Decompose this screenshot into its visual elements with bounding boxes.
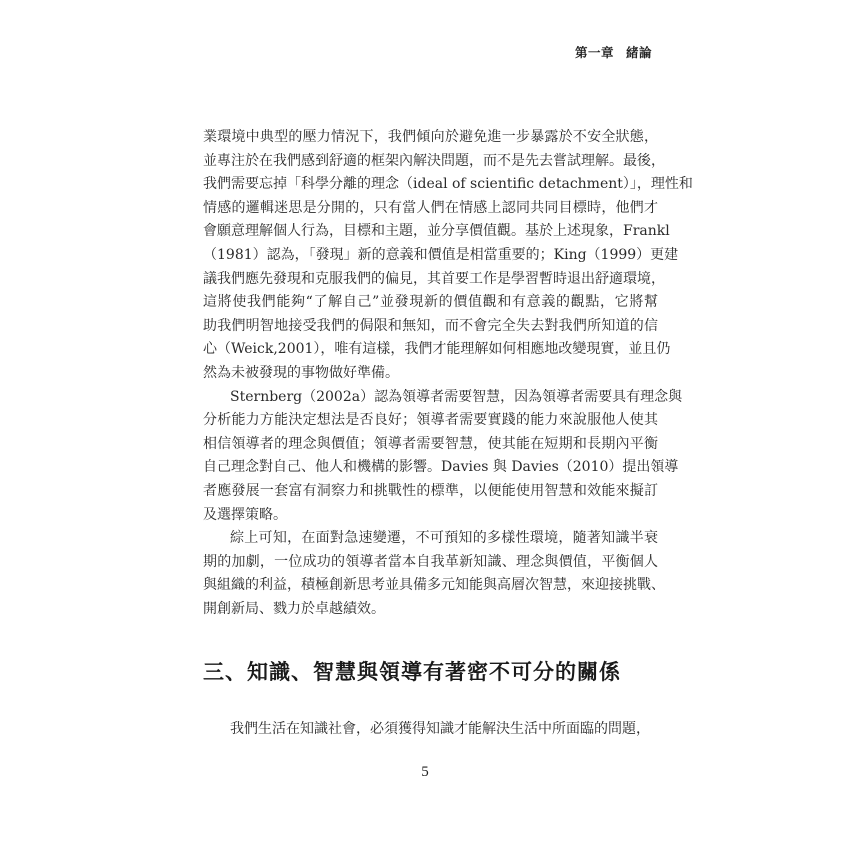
text-line: 綜上可知，在面對急速變遷，不可預知的多樣性環境，隨著知識半衰 — [230, 530, 658, 547]
section-heading: 三、知識、智慧與領導有著密不可分的關係 — [203, 660, 621, 684]
text-line: 分析能力方能決定想法是否良好；領導者需要實踐的能力來說服他人使其 — [203, 412, 658, 429]
text-line: 相信領導者的理念與價值；領導者需要智慧，使其能在短期和長期內平衡 — [203, 435, 658, 452]
paragraph — [203, 718, 658, 742]
text-line: 我們生活在知識社會，必須獲得知識才能解決生活中所面臨的問題， — [230, 721, 650, 737]
text-line: 我們需要忘掉「科學分離的理念（ideal of scientific detachment）」，理性和 — [203, 176, 693, 193]
text-line: 者應發展一套富有洞察力和挑戰性的標準，以便能使用智慧和效能來擬訂 — [203, 482, 658, 499]
paragraph — [203, 527, 665, 621]
text-line: 會願意理解個人行為，目標和主題，並分享價值觀。基於上述現象，Frankl — [203, 223, 670, 240]
page-number: 5 — [421, 764, 429, 780]
text-line: 與組織的利益，積極創新思考並具備多元知能與高層次智慧，來迎接挑戰、 — [203, 577, 665, 594]
text-line: 開創新局、戮力於卓越績效。 — [203, 600, 385, 617]
running-header — [575, 43, 652, 61]
chapter-label: 第一章 — [574, 45, 614, 60]
text-line: 助我們明智地接受我們的侷限和無知，而不會完全失去對我們所知道的信 — [203, 317, 658, 334]
text-line: Sternberg（2002a）認為領導者需要智慧，因為領導者需要具有理念與 — [230, 388, 683, 405]
text-line: 議我們應先發現和克服我們的偏見，其首要工作是學習暫時退出舒適環境， — [203, 270, 665, 287]
text-line: 自己理念對自己、他人和機構的影響。Davies 與 Davies（2010）提出領導 — [203, 459, 679, 476]
text-line: 業環境中典型的壓力情況下，我們傾向於避免進一步暴露於不安全狀態， — [203, 129, 658, 145]
text-line: 及選擇策略。 — [203, 506, 287, 523]
text-line: 並專注於在我們感到舒適的框架內解決問題，而不是先去嘗試理解。最後， — [203, 152, 665, 169]
text-line: 心（Weick,2001），唯有這樣，我們才能理解如何相應地改變現實，並且仍 — [203, 341, 671, 358]
text-line: 然為未被發現的事物做好準備。 — [203, 364, 399, 381]
chapter-title: 緒論 — [625, 45, 652, 60]
text-line: 這將使我們能夠“了解自己”並發現新的價值觀和有意義的觀點，它將幫 — [203, 294, 658, 311]
text-line: 期的加劇，一位成功的領導者當本自我革新知識、理念與價值，平衡個人 — [203, 553, 658, 570]
paragraph — [203, 386, 683, 528]
text-line: 情感的邏輯迷思是分開的，只有當人們在情感上認同共同目標時，他們才 — [203, 199, 658, 216]
text-line: （1981）認為，「發現」新的意義和價值是相當重要的；King（1999）更建 — [203, 246, 679, 263]
paragraph — [203, 126, 693, 386]
body-text — [203, 126, 693, 621]
